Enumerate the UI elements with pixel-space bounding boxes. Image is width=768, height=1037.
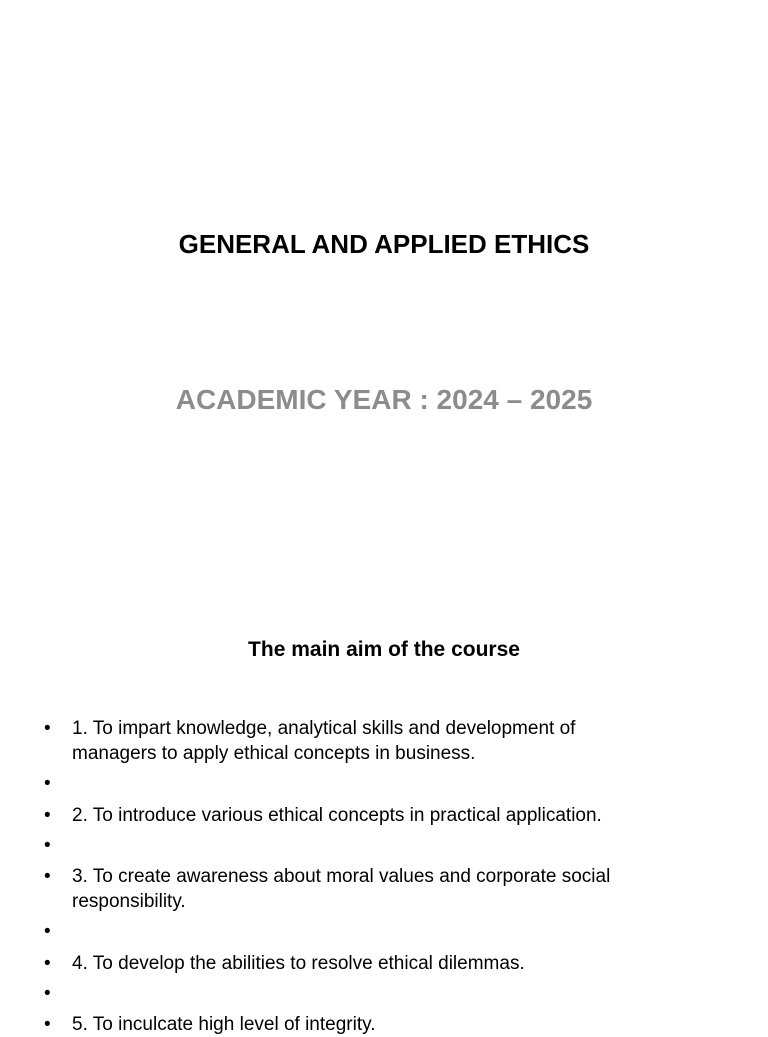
list-item-text: 3. To create awareness about moral values and corporate social responsibility. [72, 866, 611, 912]
bullet-icon: • [44, 805, 51, 826]
bullet-icon: • [44, 866, 51, 887]
bullet-icon: • [44, 1014, 51, 1035]
course-aims-heading: The main aim of the course [248, 638, 520, 661]
bullet-icon: • [44, 921, 51, 942]
list-item [44, 1012, 644, 1037]
bullet-icon: • [44, 835, 51, 856]
bullet-icon: • [44, 718, 51, 739]
list-item-text: 4. To develop the abilities to resolve ethical dilemmas. [72, 953, 525, 974]
academic-year-subtitle: ACADEMIC YEAR : 2024 – 2025 [175, 384, 593, 415]
slide-title: GENERAL AND APPLIED ETHICS [178, 229, 590, 259]
list-item-text: 1. To impart knowledge, analytical skills and development of managers to apply ethical concepts in business. [72, 718, 576, 764]
list-item [44, 716, 644, 766]
list-item-text: 5. To inculcate high level of integrity. [72, 1014, 376, 1035]
list-item-text: 2. To introduce various ethical concepts in practical application. [72, 805, 602, 826]
bullet-icon: • [44, 953, 51, 974]
bullet-icon: • [44, 983, 51, 1004]
list-item [44, 803, 644, 828]
list-item [44, 864, 644, 914]
bullet-icon: • [44, 773, 51, 794]
list-item [44, 951, 644, 976]
